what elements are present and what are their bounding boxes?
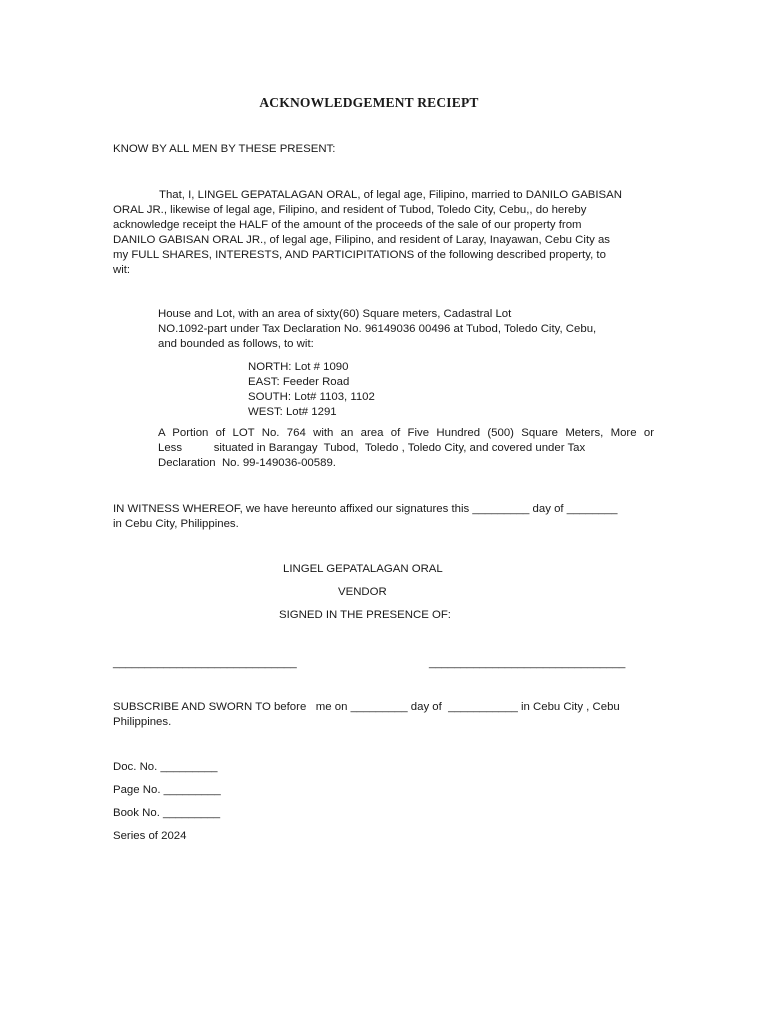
book-number: Book No. _________ [113, 807, 221, 819]
boundary-west: WEST: Lot# 1291 [248, 406, 337, 418]
paragraph-line: my FULL SHARES, INTERESTS, AND PARTICIPITATIONS of the following described property, to [113, 249, 606, 261]
doc-number: Doc. No. _________ [113, 761, 218, 773]
vendor-name: LINGEL GEPATALAGAN ORAL [283, 563, 443, 575]
page-number: Page No. _________ [113, 784, 221, 796]
subscribe-paragraph [113, 700, 654, 730]
vendor-role: VENDOR [338, 586, 387, 598]
boundary-south: SOUTH: Lot# 1103, 1102 [248, 391, 375, 403]
witness-line: in Cebu City, Philippines. [113, 518, 239, 530]
witness-signature-line-left: _____________________________ [113, 657, 297, 669]
signed-presence-heading: SIGNED IN THE PRESENCE OF: [279, 609, 451, 621]
property-description-1 [158, 307, 658, 352]
property-line: NO.1092-part under Tax Declaration No. 96149036 00496 at Tubod, Toledo City, Cebu, [158, 323, 597, 335]
paragraph-line: ORAL JR., likewise of legal age, Filipino, and resident of Tubod, Toledo City, Cebu,, do hereby [113, 204, 587, 216]
property-description-2 [158, 426, 654, 471]
acknowledgement-paragraph [113, 188, 654, 278]
property-line: A Portion of LOT No. 764 with an area of Five Hundred (500) Square Meters, More or [158, 427, 654, 439]
paragraph-line: DANILO GABISAN ORAL JR., of legal age, Filipino, and resident of Laray, Inayawan, Cebu City as [113, 234, 610, 246]
paragraph-line: wit: [113, 264, 131, 276]
series-year: Series of 2024 [113, 830, 187, 842]
boundary-east: EAST: Feeder Road [248, 376, 350, 388]
paragraph-line: acknowledge receipt the HALF of the amount of the proceeds of the sale of our property from [113, 219, 582, 231]
property-line: and bounded as follows, to wit: [158, 338, 314, 350]
property-line: Less situated in Barangay Tubod, Toledo , Toledo City, and covered under Tax [158, 442, 586, 454]
property-line: Declaration No. 99-149036-00589. [158, 457, 336, 469]
intro-line: KNOW BY ALL MEN BY THESE PRESENT: [113, 143, 336, 155]
subscribe-line: SUBSCRIBE AND SWORN TO before me on _________ day of ___________ in Cebu City , Cebu [113, 701, 620, 713]
property-line: House and Lot, with an area of sixty(60) Square meters, Cadastral Lot [158, 308, 512, 320]
witness-paragraph [113, 502, 658, 532]
paragraph-line: That, I, LINGEL GEPATALAGAN ORAL, of legal age, Filipino, married to DANILO GABISAN [159, 189, 622, 201]
subscribe-line: Philippines. [113, 716, 172, 728]
document-title: ACKNOWLEDGEMENT RECIEPT [259, 95, 479, 110]
witness-line: IN WITNESS WHEREOF, we have hereunto affixed our signatures this _________ day of ________ [113, 503, 618, 515]
witness-signature-line-right: _______________________________ [429, 657, 626, 669]
boundary-north: NORTH: Lot # 1090 [248, 361, 349, 373]
property-boundaries [248, 360, 548, 420]
